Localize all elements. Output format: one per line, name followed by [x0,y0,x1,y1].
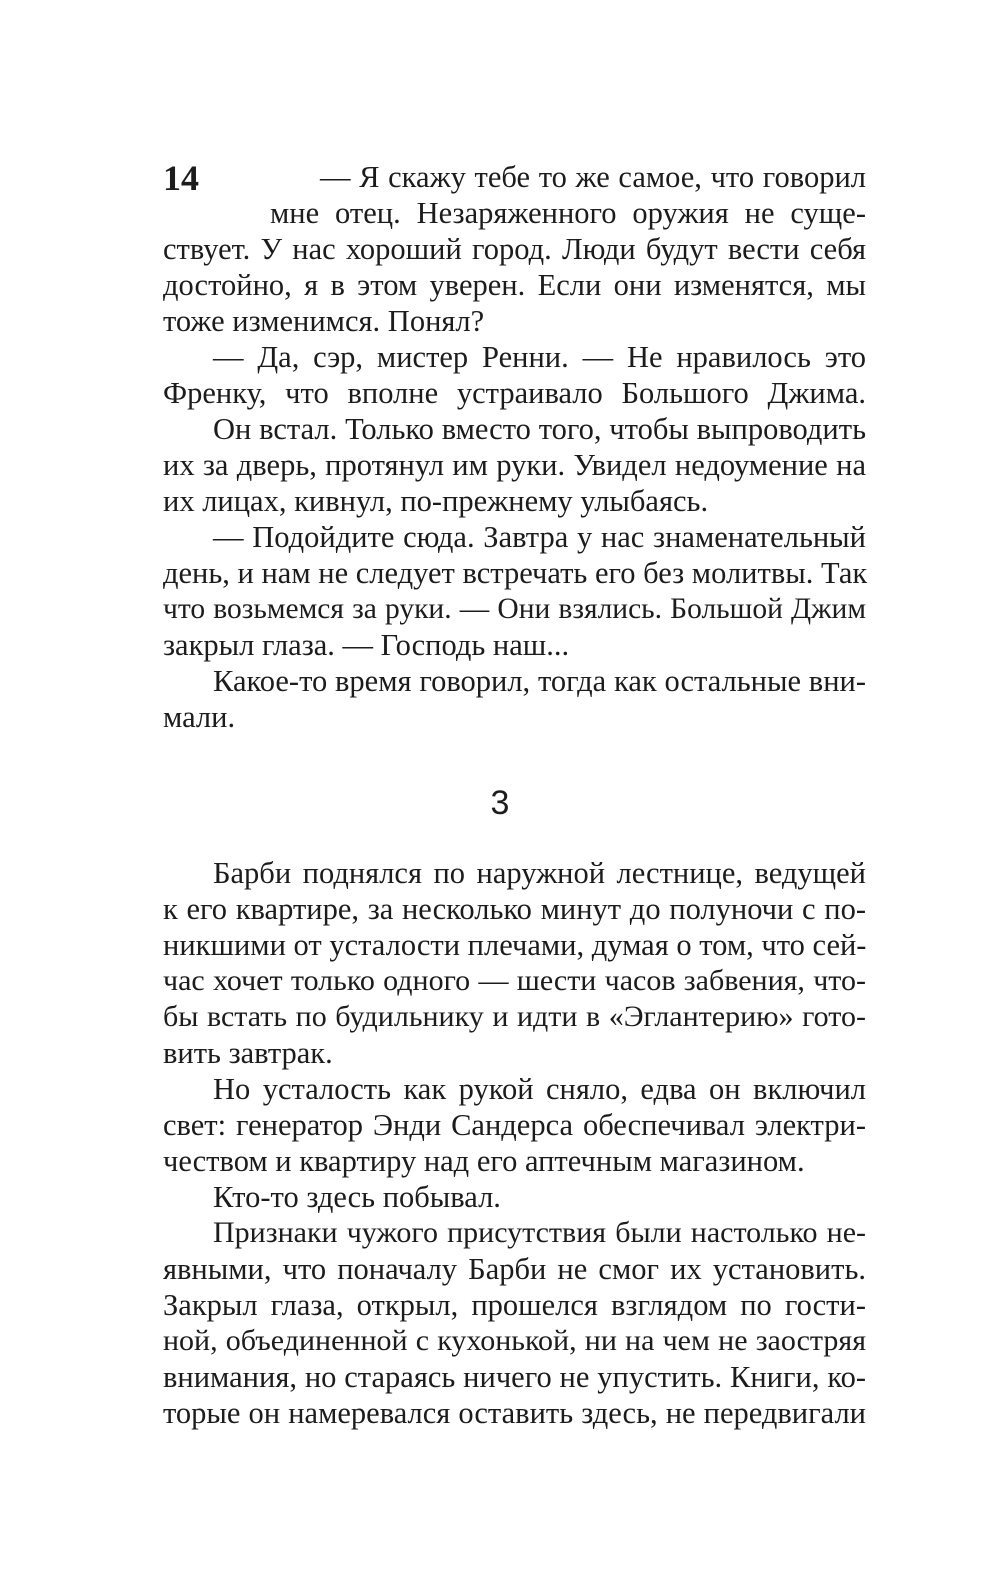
text-line: явными, что поначалу Барби не смог их установить. [163,1252,866,1286]
text-line: мали. [163,700,236,734]
text-line: их за дверь, протянул им руки. Увидел недоумение на [163,448,866,482]
text-line: тоже изменимся. Понял? [163,304,485,338]
page-number: 14 [163,158,199,198]
text-line: Признаки чужого присутствия были настолько не- [213,1216,866,1249]
text-line: закрыл глаза. — Господь наш... [163,628,570,662]
text-line: час хочет только одного — шести часов забвения, что- [163,964,866,997]
text-line: день, и нам не следует встречать его без молитвы. Так [163,556,868,590]
text-line: свет: генератор Энди Сандерса обеспечивал электри- [163,1108,866,1142]
text-line: ствует. У нас хороший город. Люди будут вести себя [163,232,866,266]
text-line: внимания, но стараясь ничего не упустить. Книги, ко- [163,1360,866,1394]
text-line: Какое-то время говорил, тогда как остальные вни- [213,664,866,698]
text-line: вить завтрак. [163,1036,333,1070]
text-line: торые он намеревался оставить здесь, не передвигали [163,1396,866,1430]
text-line: бы встать по будильнику и идти в «Эглантерию» гото- [163,1000,866,1033]
text-line: чеством и квартиру над его аптечным магазином. [163,1144,805,1178]
text-line: никшими от усталости плечами, думая о том, что сей- [163,928,867,962]
text-line: к его квартире, за несколько минут до полуночи с по- [163,892,866,926]
text-line: их лицах, кивнул, по-прежнему улыбаясь. [163,484,709,518]
text-line: Но усталость как рукой сняло, едва он включил [213,1072,866,1106]
text-line: что возьмемся за руки. — Они взялись. Большой Джим [163,593,866,625]
text-line: мне отец. Незаряженного оружия не суще- [270,196,866,230]
text-line: — Я скажу тебе то же самое, что говорил [320,160,866,194]
text-line: Френку, что вполне устраивало Большого Джима. [163,376,866,410]
text-line: Закрыл глаза, открыл, прошелся взглядом по гости- [163,1288,866,1322]
text-line: — Подойдите сюда. Завтра у нас знаменательный [213,520,866,554]
text-line: достойно, я в этом уверен. Если они изменятся, мы [163,268,866,302]
chapter-number: 3 [490,784,510,822]
text-line: — Да, сэр, мистер Ренни. — Не нравилось это [213,340,866,374]
text-line: Он встал. Только вместо того, чтобы выпроводить [213,412,866,446]
text-line: ной, объединенной с кухонькой, ни на чем не заостряя [163,1324,866,1357]
text-line: Кто-то здесь побывал. [213,1180,501,1214]
text-line: Барби поднялся по наружной лестнице, ведущей [213,856,866,890]
